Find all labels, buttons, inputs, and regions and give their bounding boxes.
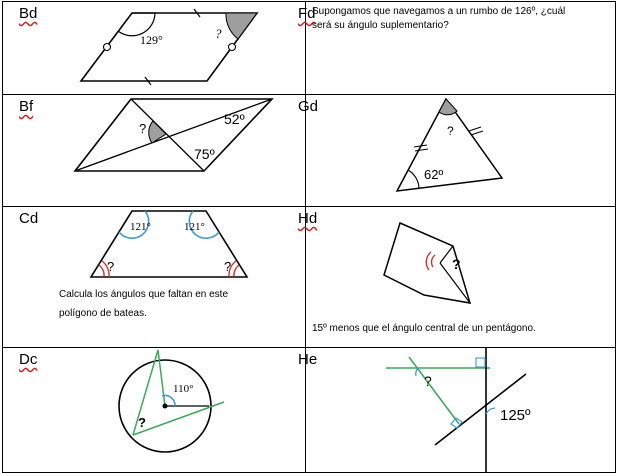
unknown-angle-label: ? xyxy=(452,256,461,272)
exercise-code: Gd xyxy=(298,98,319,115)
parallelogram-diagonals-figure xyxy=(3,95,306,206)
angle-label: 121° xyxy=(130,221,151,233)
unknown-angle-label: ? xyxy=(215,26,222,41)
exercise-code: Bd xyxy=(19,5,38,22)
cell-bd xyxy=(3,2,306,95)
cell-cd xyxy=(3,207,306,348)
unknown-angle-label: ? xyxy=(447,124,454,138)
angle-label: 125º xyxy=(500,407,531,424)
unknown-angle-label: ? xyxy=(424,373,432,389)
exercise-statement: 15º menos que el ángulo central de un pentágono. xyxy=(312,323,536,334)
exercise-code: Fd xyxy=(298,5,316,22)
unknown-angle-label: ? xyxy=(224,259,232,274)
circle-angles-figure xyxy=(3,348,306,472)
cell-dc xyxy=(3,348,306,473)
angle-label: 129° xyxy=(140,33,163,47)
exercise-code: Dc xyxy=(19,351,38,368)
cell-he xyxy=(298,348,616,473)
cell-hd xyxy=(298,207,616,348)
isosceles-triangle-figure xyxy=(306,95,616,206)
unknown-angle-label: ? xyxy=(139,121,147,136)
trapezoid-figure xyxy=(3,207,306,347)
cell-bf xyxy=(3,95,306,207)
angle-label: 110° xyxy=(173,383,194,395)
exercise-statement: Supongamos que navegamos a un rumbo de 126º, ¿cuál será su ángulo suplementario? xyxy=(312,6,566,31)
cell-gd xyxy=(298,95,616,207)
angle-label: 75º xyxy=(194,146,215,162)
unknown-angle-label: ? xyxy=(138,415,146,430)
parallelogram-figure xyxy=(3,2,306,94)
cell-fd xyxy=(298,2,616,95)
unknown-angle-label: ? xyxy=(107,259,115,274)
exercise-code: Cd xyxy=(19,210,39,227)
exercise-code: He xyxy=(298,351,318,368)
exercise-code: Hd xyxy=(298,210,318,227)
crossing-lines-figure xyxy=(306,348,616,472)
exercise-code: Bf xyxy=(19,98,34,115)
angle-label: 52º xyxy=(224,111,245,127)
exercise-statement: Calcula los ángulos que faltan en este polígono de bateas. xyxy=(59,289,229,319)
angle-label: 121° xyxy=(184,221,205,233)
angle-label: 62º xyxy=(424,167,444,182)
exercise-grid xyxy=(2,1,616,473)
